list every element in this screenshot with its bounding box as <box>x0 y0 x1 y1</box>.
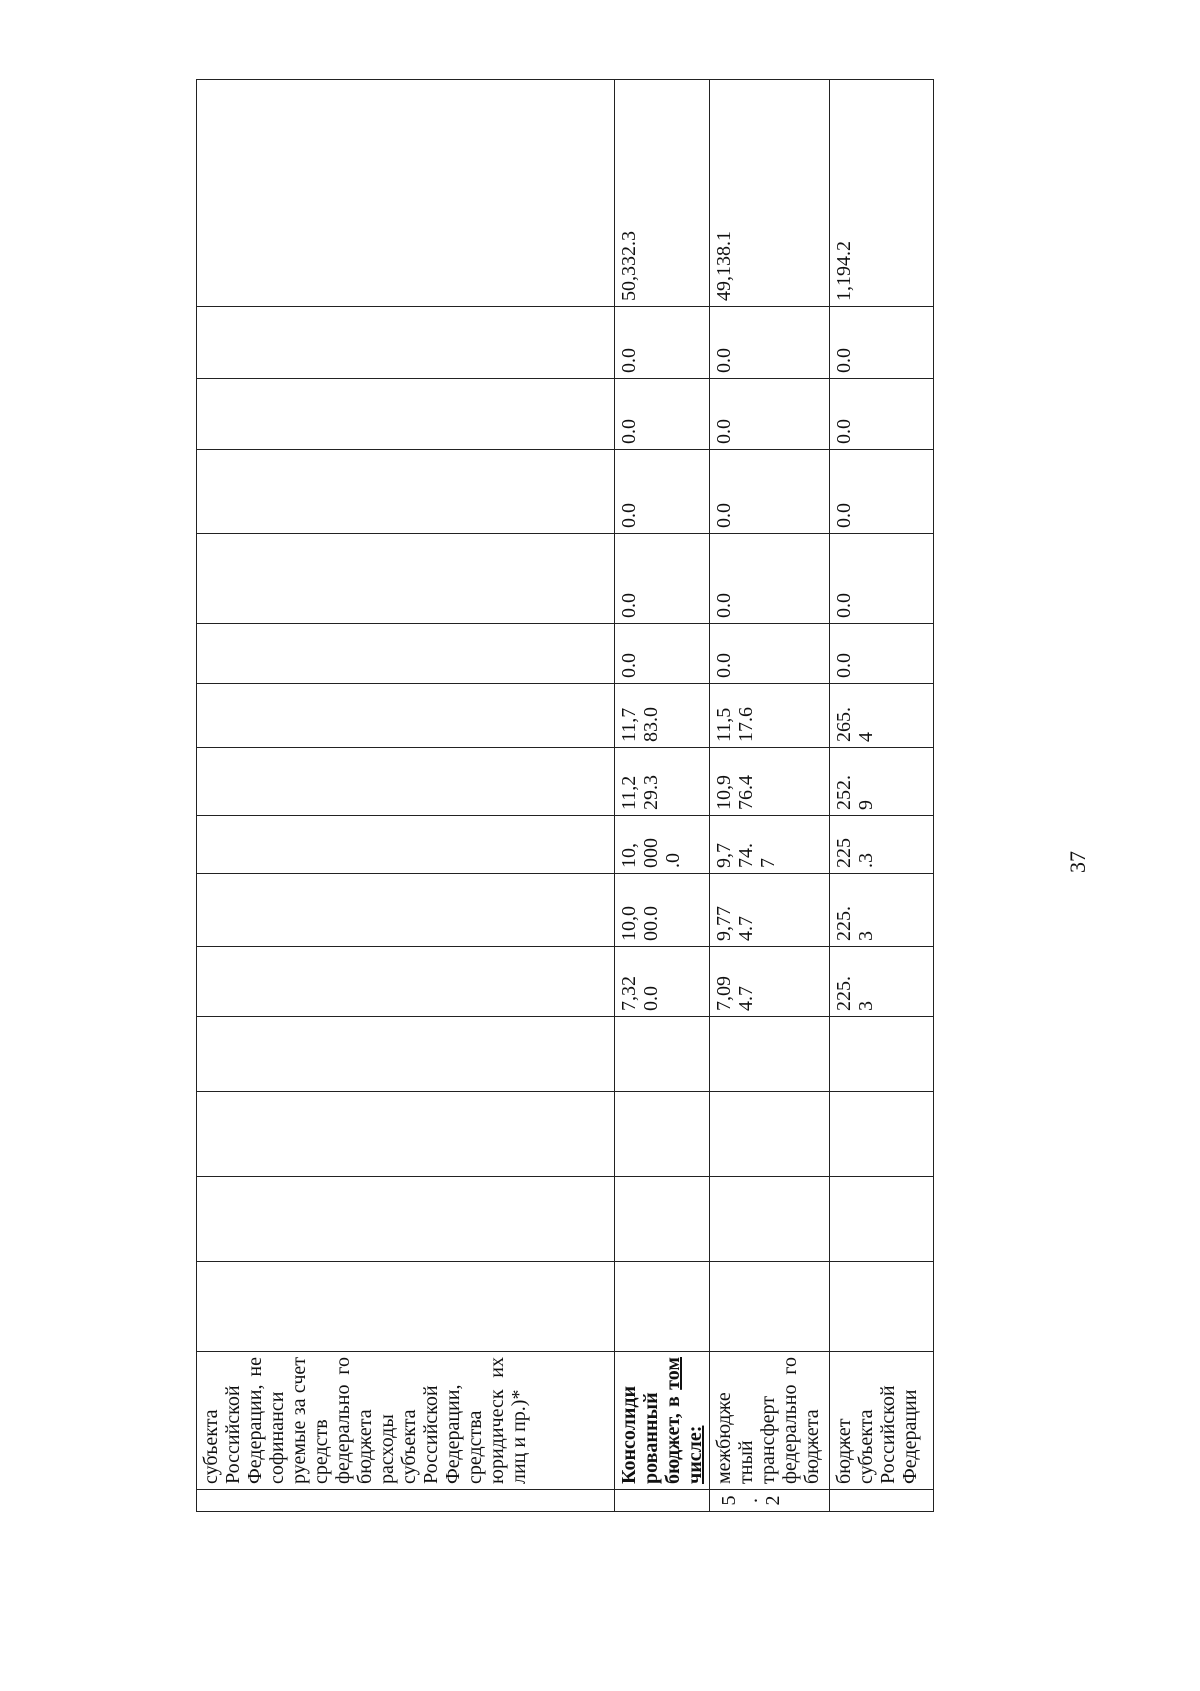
budget-table <box>196 79 934 1512</box>
table-cell: 252. 9 <box>830 748 934 816</box>
row-name-bold: Консолиди рованный бюджет, в <box>618 1385 684 1484</box>
table-cell: 0.0 <box>615 534 710 624</box>
table-cell: 0.0 <box>710 379 830 450</box>
table-cell <box>197 1262 615 1352</box>
row-number <box>615 1490 710 1512</box>
table-row <box>615 80 710 1512</box>
table-row <box>197 80 615 1512</box>
table-cell <box>830 1262 934 1352</box>
table-cell <box>197 816 615 874</box>
table-cell <box>615 1262 710 1352</box>
table-cell: 11,2 29.3 <box>615 748 710 816</box>
table-cell <box>197 80 615 307</box>
row-name <box>615 1352 710 1490</box>
table-cell <box>710 1262 830 1352</box>
table-cell <box>830 1177 934 1262</box>
row-number: 5 . 2 <box>710 1490 830 1512</box>
table-cell: 225 .3 <box>830 816 934 874</box>
table-cell: 0.0 <box>830 307 934 379</box>
table-cell <box>197 534 615 624</box>
table-row <box>710 80 830 1512</box>
table-cell <box>830 1017 934 1092</box>
table-cell: 0.0 <box>615 450 710 534</box>
table-cell: 0.0 <box>830 379 934 450</box>
table-cell: 0.0 <box>615 624 710 684</box>
table-cell: 0.0 <box>710 450 830 534</box>
table-cell: 0.0 <box>830 450 934 534</box>
row-name: субъекта Российской Федерации, не софинанси руемые за счет средств федерально го бюджета расходы субъекта Российской Федерации, средства юридическ их лиц и пр.)* <box>197 1352 615 1490</box>
row-name-underlined: том числе: <box>662 1357 706 1484</box>
row-name: межбюдже тный трансферт федерально го бюджета <box>710 1352 830 1490</box>
table-cell <box>197 1017 615 1092</box>
table-cell: 9,77 4.7 <box>710 874 830 947</box>
table-cell: 0.0 <box>830 624 934 684</box>
table-cell <box>197 450 615 534</box>
table-cell: 225. 3 <box>830 947 934 1017</box>
table-cell <box>197 307 615 379</box>
table-cell: 0.0 <box>710 307 830 379</box>
table-cell <box>197 624 615 684</box>
page-number: 37 <box>1065 851 1090 873</box>
table-cell: 9,7 74. 7 <box>710 816 830 874</box>
table-cell: 10, 000 .0 <box>615 816 710 874</box>
table-cell: 11,5 17.6 <box>710 684 830 748</box>
table-cell: 49,138.1 <box>710 80 830 307</box>
table-cell: 7,32 0.0 <box>615 947 710 1017</box>
table-cell: 50,332.3 <box>615 80 710 307</box>
rotated-table-wrapper <box>196 160 996 1512</box>
table-cell <box>615 1177 710 1262</box>
table-cell: 225. 3 <box>830 874 934 947</box>
table-cell: 0.0 <box>830 534 934 624</box>
table-cell: 11,7 83.0 <box>615 684 710 748</box>
table-cell <box>197 684 615 748</box>
table-cell: 0.0 <box>710 624 830 684</box>
table-cell <box>615 1017 710 1092</box>
table-cell <box>197 748 615 816</box>
table-cell: 1,194.2 <box>830 80 934 307</box>
table-cell: 265. 4 <box>830 684 934 748</box>
table-cell <box>197 947 615 1017</box>
table-row <box>830 80 934 1512</box>
table-cell <box>197 874 615 947</box>
table-cell <box>615 1092 710 1177</box>
table-cell <box>197 379 615 450</box>
table-cell <box>710 1017 830 1092</box>
row-number <box>830 1490 934 1512</box>
table-cell <box>710 1177 830 1262</box>
row-number <box>197 1490 615 1512</box>
table-cell <box>710 1092 830 1177</box>
table-cell: 10,9 76.4 <box>710 748 830 816</box>
table-cell: 0.0 <box>615 379 710 450</box>
table-cell: 10,0 00.0 <box>615 874 710 947</box>
row-name: бюджет субъекта Российской Федерации <box>830 1352 934 1490</box>
table-cell <box>830 1092 934 1177</box>
table-cell: 7,09 4.7 <box>710 947 830 1017</box>
table-cell <box>197 1177 615 1262</box>
table-cell: 0.0 <box>615 307 710 379</box>
table-cell <box>197 1092 615 1177</box>
table-cell: 0.0 <box>710 534 830 624</box>
